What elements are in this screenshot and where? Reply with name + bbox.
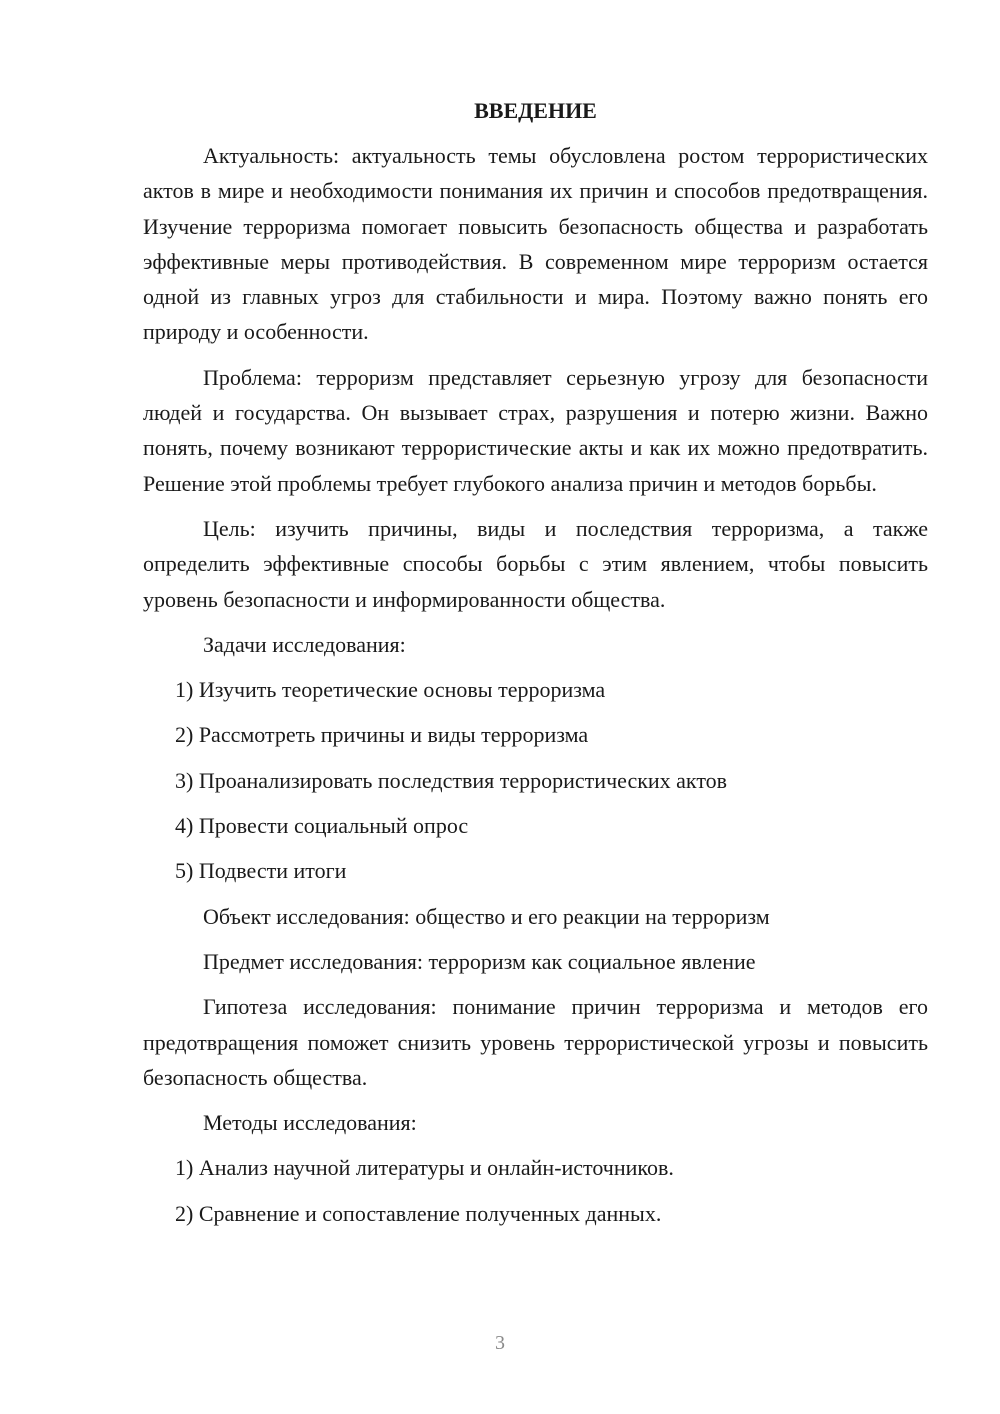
problem-paragraph: Проблема: терроризм представляет серьезную угрозу для безопасности людей и государства. Он вызывает страх, разрушения и потерю жизни. Важно понять, почему возникают террористические акты и как их можно предотвратить. Решение этой проблемы требует глубокого анализа причин и методов борьбы. xyxy=(143,364,928,496)
document-page xyxy=(143,96,928,1241)
tasks-title: Задачи исследования: xyxy=(203,631,406,657)
page-number: 3 xyxy=(495,1332,505,1354)
task-item: 3) Проанализировать последствия террористических актов xyxy=(175,767,728,793)
goal-paragraph: Цель: изучить причины, виды и последствия терроризма, а также определить эффективные способы борьбы с этим явлением, чтобы повысить уровень безопасности и информированности общества. xyxy=(143,515,928,612)
section-heading: ВВЕДЕНИЕ xyxy=(474,98,597,123)
task-item: 5) Подвести итоги xyxy=(175,858,347,884)
task-item: 2) Рассмотреть причины и виды терроризма xyxy=(175,722,589,748)
method-item: 2) Сравнение и сопоставление полученных данных. xyxy=(175,1200,662,1226)
relevance-paragraph: Актуальность: актуальность темы обусловлена ростом террористических актов в мире и необходимости понимания их причин и способов предотвращения. Изучение терроризма помогает повысить безопасность общества и разработать эффективные меры противодействия. В современном мире терроризм остается одной из главных угроз для стабильности и мира. Поэтому важно понять его природу и особенности. xyxy=(143,143,928,345)
methods-title: Методы исследования: xyxy=(203,1110,417,1136)
method-item: 1) Анализ научной литературы и онлайн-источников. xyxy=(175,1155,674,1181)
hypothesis-paragraph: Гипотеза исследования: понимание причин терроризма и методов его предотвращения поможет снизить уровень террористической угрозы и повысить безопасность общества. xyxy=(143,994,928,1090)
research-object: Объект исследования: общество и его реакции на терроризм xyxy=(203,903,770,929)
research-subject: Предмет исследования: терроризм как социальное явление xyxy=(203,948,756,974)
task-item: 1) Изучить теоретические основы терроризма xyxy=(175,677,606,703)
task-item: 4) Провести социальный опрос xyxy=(175,813,469,839)
